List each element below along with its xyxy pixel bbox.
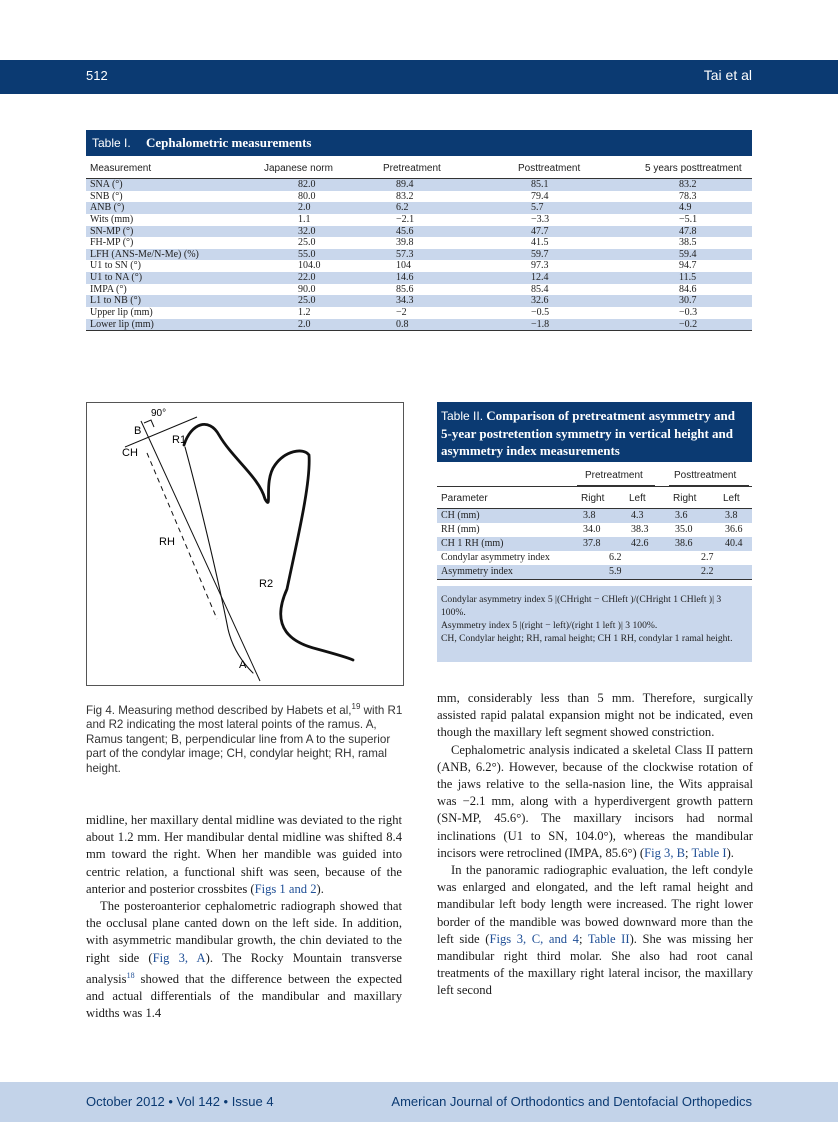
table-row: [437, 565, 752, 579]
table1-row-label: Wits (mm): [90, 213, 134, 225]
table1-cell: 59.4: [679, 248, 697, 260]
link-table-2[interactable]: Table II: [587, 931, 630, 946]
label-ch: CH: [122, 447, 138, 459]
table1-cell: 1.1: [298, 213, 311, 225]
table1-cell: 41.5: [531, 237, 549, 249]
table1-cell: 59.7: [531, 248, 549, 260]
table1-cell: 78.3: [679, 190, 697, 202]
link-fig-3a[interactable]: Fig 3, A: [152, 950, 206, 965]
table2-index-cell: 2.7: [701, 552, 714, 563]
table2-body: [437, 509, 752, 580]
running-author: Tai et al: [703, 67, 752, 83]
right-p2-sep: ;: [685, 845, 692, 860]
table1-cell: 12.4: [531, 272, 549, 284]
table2-index-label: Condylar asymmetry index: [441, 552, 550, 563]
table2-footnote-1: Condylar asymmetry index 5 |(CHright − CHleft )/(CHright 1 CHleft )| 3 100%.: [441, 594, 722, 618]
label-r2: R2: [259, 578, 274, 590]
table1-cell: 83.2: [679, 179, 697, 190]
left-p2-mid: ). The Rocky Mountain transverse analysis: [86, 950, 402, 987]
figure-4-caption: [86, 700, 404, 776]
figure-4-drawing: [87, 403, 403, 685]
table1-col-post: Posttreatment: [518, 163, 581, 174]
table2-caption: [437, 402, 752, 462]
footer-issue: October 2012 • Vol 142 • Issue 4: [86, 1094, 274, 1109]
table1-row-label: LFH (ANS-Me/N-Me) (%): [90, 248, 199, 260]
table1-cell: −5.1: [679, 213, 698, 225]
left-p2-text: The posteroanterior cephalometric radiograph showed that the occlusal plane canted down on the left side. In addition, with asymmetric mandibular growth, the chin deviated to the right side (: [86, 899, 402, 965]
table-row: [86, 237, 752, 249]
table2-index-cell: 6.2: [609, 552, 622, 563]
right-column-text: [437, 690, 753, 1000]
label-90: 90°: [151, 408, 167, 419]
table2-group-pre: Pretreatment: [585, 470, 643, 481]
table2-group-header: [437, 466, 752, 487]
table1-row-label: IMPA (°): [90, 283, 127, 295]
table1-cell: 79.4: [531, 190, 549, 202]
table1-row-label: U1 to SN (°): [90, 260, 141, 272]
link-figs-1-2[interactable]: Figs 1 and 2: [254, 881, 317, 896]
table1-cell: 25.0: [298, 295, 316, 307]
footer-journal: American Journal of Orthodontics and Dentofacial Orthopedics: [391, 1094, 752, 1109]
table1-cell: 104.0: [298, 260, 321, 272]
table1-cell: 14.6: [396, 272, 414, 284]
ramal-height-dashed: [147, 453, 217, 619]
table1-cell: 85.4: [531, 283, 549, 295]
right-paragraph-1: mm, considerably less than 5 mm. Therefore, surgically assisted rapid palatal expansion might not be indicated, even though the maxillary left segment showed constriction.: [437, 691, 753, 740]
table-row: [86, 214, 752, 226]
table2-footnotes: [437, 586, 752, 662]
table1-cell: 38.5: [679, 237, 697, 249]
table1-cell: 11.5: [679, 272, 697, 284]
right-paragraph-2: [437, 742, 753, 862]
table1-cell: 84.6: [679, 283, 697, 295]
right-p3-end: ). She was missing her mandibular right third molar. She also had root canal treatments of the maxillary right lateral incisor, the maxillary left second: [437, 931, 753, 998]
table2-col-post-left: Left: [723, 493, 740, 504]
table2-cell: 42.6: [631, 538, 649, 549]
table2-label: Table II.: [441, 409, 484, 423]
table2-col-parameter: Parameter: [441, 493, 488, 504]
table1-cell: 2.0: [298, 318, 311, 330]
table2-col-pre-left: Left: [629, 493, 646, 504]
left-paragraph-1: [86, 812, 402, 898]
table2-cell: 4.3: [631, 510, 644, 521]
label-r1: R1: [172, 434, 187, 446]
right-angle-marker: [144, 420, 154, 427]
figure-caption-text: Fig 4. Measuring method described by Habets et al,: [86, 703, 352, 717]
table1-cell: 30.7: [679, 295, 697, 307]
table-row: [86, 295, 752, 307]
right-p2-text: Cephalometric analysis indicated a skeletal Class II pattern (ANB, 6.2°). However, because of the clockwise rotation of the jaws relative to the sella-nasion line, the Wits appraisal was −2.1 mm, along with a hyperdivergent growth pattern (SN-MP, 45.6°). The maxillary incisors had normal inclinations (U1 to SN, 104.0°), whereas the mandibular incisors were retroclined (IMPA, 85.6°) (: [437, 742, 753, 860]
table1-cell: −1.8: [531, 318, 550, 330]
table-row: [86, 191, 752, 203]
table-row: [437, 523, 752, 537]
table1-caption: [86, 130, 752, 156]
table1-cell: 85.1: [531, 179, 549, 190]
left-paragraph-2: [86, 898, 402, 1023]
table1-cell: −0.2: [679, 318, 698, 330]
left-p1-text: midline, her maxillary dental midline was deviated to the right about 1.2 mm. Her mandibular dental midline was shifted 8.4 mm toward the right. When her mandible was guided into centric relation, a functional shift was seen, because of the anterior and posterior crossbites (: [86, 813, 402, 896]
left-p1-end: ).: [316, 881, 324, 896]
table1-cell: 5.7: [531, 202, 544, 214]
figure-caption-text-2: with R1 and R2 indicating the most lateral points of the ramus. A, Ramus tangent; B, perpendicular line from A to the superior part of the condylar image; CH, condylar height; RH, ramal height.: [86, 703, 403, 775]
table1-row-label: L1 to NB (°): [90, 295, 141, 307]
table1-cell: 45.6: [396, 225, 414, 237]
table1-cell: 83.2: [396, 190, 414, 202]
table2-index-label: Asymmetry index: [441, 566, 513, 577]
table1-cell: 0.8: [396, 318, 409, 330]
table-row: [86, 226, 752, 238]
table1-cell: 89.4: [396, 179, 414, 190]
table1-col-5yr: 5 years posttreatment: [645, 163, 742, 174]
table2-index-cell: 5.9: [609, 566, 622, 577]
table1-cell: 47.7: [531, 225, 549, 237]
table1-cell: 55.0: [298, 248, 316, 260]
table-row: [86, 179, 752, 191]
table1-row-label: SN-MP (°): [90, 225, 134, 237]
table2-cell: 38.3: [631, 524, 649, 535]
label-b: B: [134, 425, 142, 437]
running-header: [0, 60, 838, 94]
table1-cell: 97.3: [531, 260, 549, 272]
figure-4: [86, 402, 404, 686]
table2-row-label: RH (mm): [441, 524, 480, 535]
table1-row-label: Upper lip (mm): [90, 307, 153, 319]
page-footer: [0, 1082, 838, 1122]
link-table-1[interactable]: Table I: [691, 845, 727, 860]
table1-cell: 39.8: [396, 237, 414, 249]
table2-footnote-3: CH, Condylar height; RH, ramal height; CH 1 RH, condylar 1 ramal height.: [441, 633, 733, 644]
ramus-inner-contour: [185, 447, 253, 673]
table-row: [86, 260, 752, 272]
ref-18[interactable]: 18: [126, 970, 135, 980]
table-row: [86, 249, 752, 261]
table-row: [86, 284, 752, 296]
table-row: [86, 319, 752, 331]
right-paragraph-3: [437, 862, 753, 1000]
table1-cell: 82.0: [298, 179, 316, 190]
table1-cell: 80.0: [298, 190, 316, 202]
link-fig-3b[interactable]: Fig 3, B: [644, 845, 686, 860]
table2-group-post: Posttreatment: [674, 470, 737, 481]
table1-cell: −3.3: [531, 213, 550, 225]
table1-label: Table I.: [92, 136, 131, 150]
table1-cell: −2: [396, 307, 407, 319]
table2-cell: 3.6: [675, 510, 688, 521]
table2-cell: 36.6: [725, 524, 743, 535]
table1-cell: 34.3: [396, 295, 414, 307]
table1-cell: −0.5: [531, 307, 550, 319]
table-row: [437, 509, 752, 523]
table2-footnote-2: Asymmetry index 5 |(right − left)/(right 1 left )| 3 100%.: [441, 620, 658, 631]
table2-cell: 3.8: [725, 510, 738, 521]
table2-col-post-right: Right: [673, 493, 697, 504]
table1-body: [86, 179, 752, 331]
table2-col-pre-right: Right: [581, 493, 605, 504]
table1-header-row: [86, 160, 752, 179]
table1-cell: −0.3: [679, 307, 698, 319]
right-p3-text: In the panoramic radiographic evaluation, the left condyle was enlarged and elongated, and the left ramal height and mandibular left body length were increased. The right lower border of the mandible was bowed downward more than the left side (: [437, 863, 753, 946]
right-p3-sep: ;: [578, 931, 588, 946]
table1-cell: 2.0: [298, 202, 311, 214]
table-row: [86, 307, 752, 319]
table1-row-label: SNA (°): [90, 179, 123, 190]
table2-row-label: CH 1 RH (mm): [441, 538, 504, 549]
table1-cell: 32.0: [298, 225, 316, 237]
table1-cell: 47.8: [679, 225, 697, 237]
table2-cell: 34.0: [583, 524, 601, 535]
table1-row-label: U1 to NA (°): [90, 272, 143, 284]
table-row: [86, 272, 752, 284]
table1-cell: 32.6: [531, 295, 549, 307]
table1-cell: 90.0: [298, 283, 316, 295]
table1-row-label: Lower lip (mm): [90, 318, 154, 330]
table2-cell: 40.4: [725, 538, 743, 549]
label-rh: RH: [159, 536, 175, 548]
left-column-text: [86, 812, 402, 1023]
table1-cell: 85.6: [396, 283, 414, 295]
page-number: 512: [86, 68, 108, 83]
table-row: [86, 202, 752, 214]
table1-row-label: FH-MP (°): [90, 237, 134, 249]
link-figs-3c-4[interactable]: Figs 3, C, and 4: [489, 931, 579, 946]
table2-sub-header: [437, 490, 752, 509]
table1-row-label: SNB (°): [90, 190, 123, 202]
table2-cell: 3.8: [583, 510, 596, 521]
table2-cell: 38.6: [675, 538, 693, 549]
table1-cell: 22.0: [298, 272, 316, 284]
figure-caption-ref[interactable]: 19: [351, 702, 361, 711]
table1-row-label: ANB (°): [90, 202, 125, 214]
table1-title: Cephalometric measurements: [146, 135, 312, 150]
table1-cell: 1.2: [298, 307, 311, 319]
table1-cell: 25.0: [298, 237, 316, 249]
table1-cell: 104: [396, 260, 411, 272]
table2-cell: 37.8: [583, 538, 601, 549]
ramus-tangent-line: [141, 421, 260, 681]
table1-cell: 4.9: [679, 202, 692, 214]
table1-cell: 57.3: [396, 248, 414, 260]
left-p2-end: showed that the difference between the expected and actual differentials of the mandibular and maxillary widths was 1.4: [86, 972, 402, 1021]
table2-cell: 35.0: [675, 524, 693, 535]
table2-row-label: CH (mm): [441, 510, 480, 521]
table2-title: Comparison of pretreatment asymmetry and 5-year postretention symmetry in vertical height and asymmetry index measurements: [441, 408, 735, 458]
table1-cell: −2.1: [396, 213, 415, 225]
table-row: [437, 551, 752, 565]
table1-cell: 6.2: [396, 202, 409, 214]
label-a: A: [239, 659, 247, 671]
table2-index-cell: 2.2: [701, 566, 714, 577]
table1-col-norm: Japanese norm: [264, 163, 333, 174]
table1-col-pre: Pretreatment: [383, 163, 441, 174]
table1-cell: 94.7: [679, 260, 697, 272]
table1-col-measurement: Measurement: [90, 163, 152, 174]
table-row: [437, 537, 752, 551]
right-p2-end: ).: [726, 845, 734, 860]
